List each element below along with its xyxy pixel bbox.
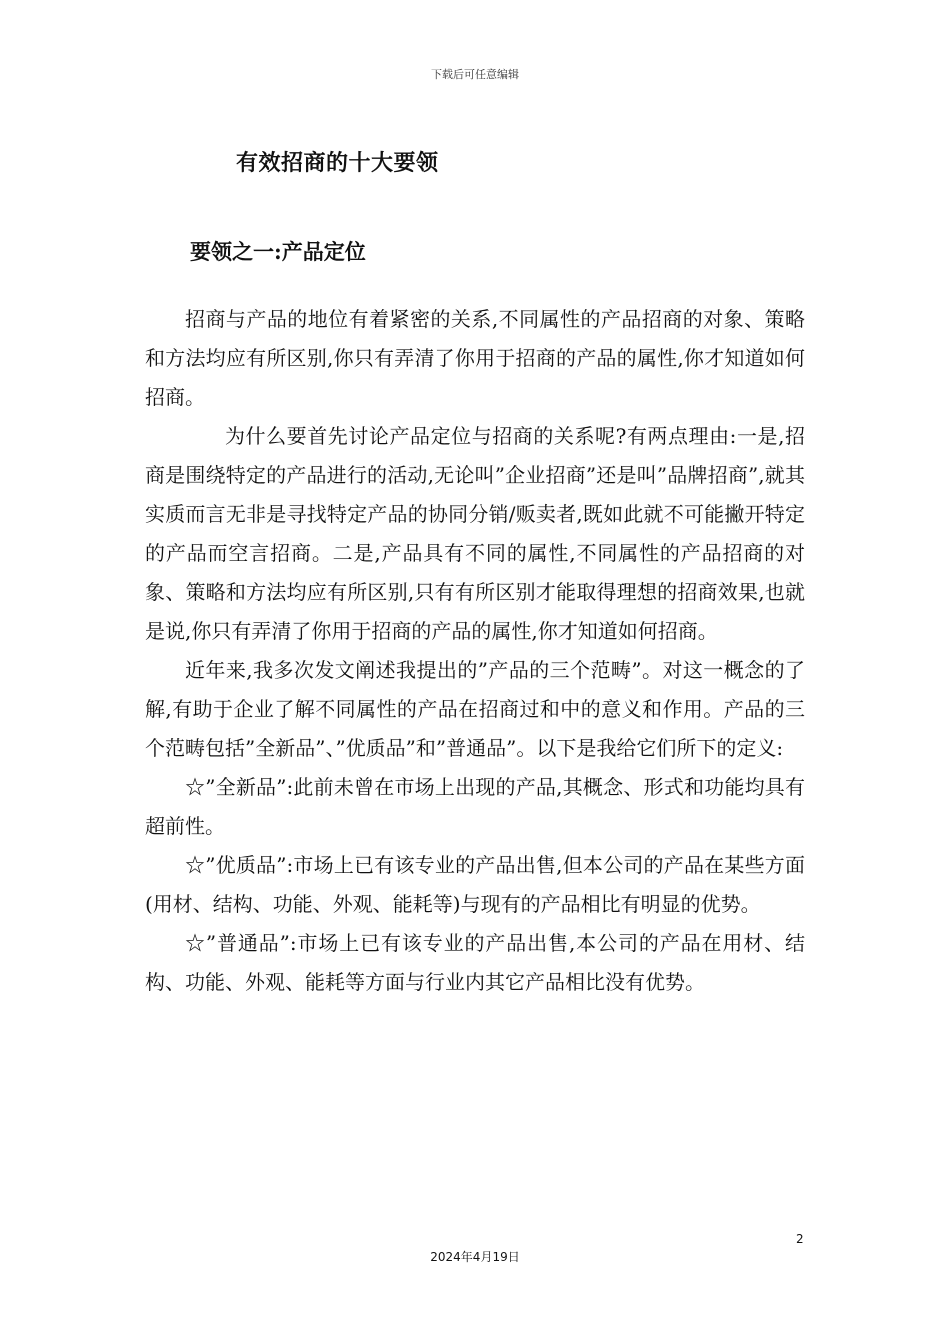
paragraph: 为什么要首先讨论产品定位与招商的关系呢?有两点理由:一是,招商是围绕特定的产品进行的活动,无论叫”企业招商”还是叫”品牌招商”,就其实质而言无非是寻找特定产品的协同分销/贩卖者,既如此就不可能撇开特定的产品而空言招商。二是,产品具有不同的属性,不同属性的产品招商的对象、策略和方法均应有所区别,只有有所区别才能取得理想的招商效果,也就是说,你只有弄清了你用于招商的产品的属性,你才知道如何招商。 bbox=[145, 424, 805, 643]
definition-ordinary-product: ☆”普通品”:市场上已有该专业的产品出售,本公司的产品在用材、结构、功能、外观、能耗等方面与行业内其它产品相比没有优势。 bbox=[145, 931, 805, 994]
paragraph: 招商与产品的地位有着紧密的关系,不同属性的产品招商的对象、策略和方法均应有所区别,你只有弄清了你用于招商的产品的属性,你才知道如何招商。 bbox=[145, 307, 805, 409]
paragraph: 近年来,我多次发文阐述我提出的”产品的三个范畴”。对这一概念的了解,有助于企业了解不同属性的产品在招商过和中的意义和作用。产品的三个范畴包括”全新品”、”优质品”和”普通品”。以下是我给它们所下的定义: bbox=[145, 658, 805, 760]
definition-quality-product: ☆”优质品”:市场上已有该专业的产品出售,但本公司的产品在某些方面(用材、结构、功能、外观、能耗等)与现有的产品相比有明显的优势。 bbox=[145, 853, 805, 916]
body-text bbox=[145, 300, 805, 1002]
section-heading: 要领之一:产品定位 bbox=[190, 239, 366, 264]
page-footer-date: 2024年4月19日 bbox=[430, 1250, 520, 1264]
definition-new-product: ☆”全新品”:此前未曾在市场上出现的产品,其概念、形式和功能均具有超前性。 bbox=[145, 775, 805, 838]
page-header-note: 下载后可任意编辑 bbox=[431, 68, 519, 81]
document-title: 有效招商的十大要领 bbox=[236, 150, 439, 176]
page-number: 2 bbox=[796, 1232, 804, 1246]
